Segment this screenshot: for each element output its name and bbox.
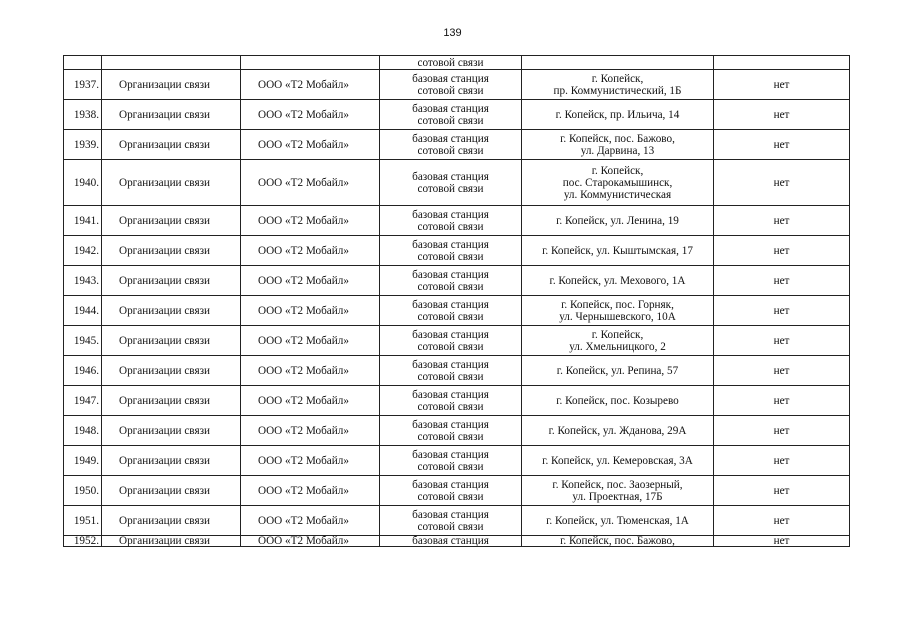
cell-value: нет xyxy=(714,506,850,536)
type-line: базовая станция xyxy=(412,298,489,311)
type-line: сотовой связи xyxy=(417,430,484,443)
cell-org: ООО «Т2 Мобайл» xyxy=(241,506,380,536)
type-line: сотовой связи xyxy=(417,182,484,195)
cell-org: ООО «Т2 Мобайл» xyxy=(241,476,380,506)
cell-category: Организации связи xyxy=(102,70,241,100)
cell-org: ООО «Т2 Мобайл» xyxy=(241,236,380,266)
cell-org: ООО «Т2 Мобайл» xyxy=(241,356,380,386)
cell-value: нет xyxy=(714,476,850,506)
cell-num: 1943. xyxy=(64,266,102,296)
cell-org: ООО «Т2 Мобайл» xyxy=(241,206,380,236)
address-line: ул. Чернышевского, 10А xyxy=(559,310,676,323)
address-line: г. Копейск, ул. Мехового, 1А xyxy=(549,274,686,287)
type-line: сотовой связи xyxy=(417,220,484,233)
type-line: базовая станция xyxy=(412,102,489,115)
table-row xyxy=(64,236,850,266)
type-line: базовая станция xyxy=(412,448,489,461)
address-line: г. Копейск, xyxy=(591,72,644,85)
type-line: базовая станция xyxy=(412,478,489,491)
cell-value: нет xyxy=(714,130,850,160)
cell-category: Организации связи xyxy=(102,130,241,160)
address-line: ул. Хмельницкого, 2 xyxy=(569,340,666,353)
address-line: г. Копейск, ул. Жданова, 29А xyxy=(548,424,687,437)
cell-org: ООО «Т2 Мобайл» xyxy=(241,446,380,476)
address-line: г. Копейск, пос. Горняк, xyxy=(561,298,674,311)
type-line: сотовой связи xyxy=(417,250,484,263)
cell-type: сотовой связи xyxy=(380,56,522,70)
cell-value: нет xyxy=(714,100,850,130)
cell-address xyxy=(522,56,714,70)
cell-num: 1947. xyxy=(64,386,102,416)
type-line: сотовой связи xyxy=(417,490,484,503)
cell-type xyxy=(380,506,522,536)
table-body xyxy=(64,56,850,547)
cell-type xyxy=(380,236,522,266)
address-line: г. Копейск, ул. Кыштымская, 17 xyxy=(542,244,693,257)
cell-num: 1944. xyxy=(64,296,102,326)
cell-org xyxy=(241,56,380,70)
cell-org: ООО «Т2 Мобайл» xyxy=(241,160,380,206)
address-line: г. Копейск, пос. Заозерный, xyxy=(552,478,683,491)
type-line: базовая станция xyxy=(412,418,489,431)
table-row xyxy=(64,100,850,130)
cell-address xyxy=(522,506,714,536)
table-row xyxy=(64,130,850,160)
cell-org: ООО «Т2 Мобайл» xyxy=(241,100,380,130)
type-line: сотовой связи xyxy=(417,84,484,97)
cell-type xyxy=(380,160,522,206)
address-line: г. Копейск, ул. Репина, 57 xyxy=(556,364,679,377)
type-line: сотовой связи xyxy=(417,520,484,533)
cell-type xyxy=(380,356,522,386)
type-line: базовая станция xyxy=(412,132,489,145)
cell-num: 1940. xyxy=(64,160,102,206)
address-line: г. Копейск, ул. Кемеровская, 3А xyxy=(542,454,693,467)
cell-type xyxy=(380,476,522,506)
table-row xyxy=(64,386,850,416)
cell-type xyxy=(380,266,522,296)
cell-num: 1941. xyxy=(64,206,102,236)
address-line: г. Копейск, пос. Бажово, xyxy=(560,535,675,547)
cell-type xyxy=(380,296,522,326)
address-line: ул. Проектная, 17Б xyxy=(572,490,663,503)
cell-num: 1948. xyxy=(64,416,102,446)
cell-address xyxy=(522,476,714,506)
cell-org: ООО «Т2 Мобайл» xyxy=(241,326,380,356)
cell-category: Организации связи xyxy=(102,296,241,326)
cell-type xyxy=(380,206,522,236)
table-row-continuation xyxy=(64,56,850,70)
table-row xyxy=(64,70,850,100)
address-line: ул. Дарвина, 13 xyxy=(580,144,655,157)
cell-category: Организации связи xyxy=(102,386,241,416)
cell-org: ООО «Т2 Мобайл» xyxy=(241,416,380,446)
type-line: базовая станция xyxy=(412,388,489,401)
cell-num: 1938. xyxy=(64,100,102,130)
cell-value: нет xyxy=(714,266,850,296)
address-line: г. Копейск, ул. Ленина, 19 xyxy=(556,214,679,227)
cell-category xyxy=(102,56,241,70)
cell-category: Организации связи xyxy=(102,506,241,536)
table-row xyxy=(64,506,850,536)
cell-address xyxy=(522,100,714,130)
cell-type xyxy=(380,70,522,100)
table-row xyxy=(64,266,850,296)
address-line: пос. Старокамышинск, xyxy=(562,176,673,189)
cell-value: нет xyxy=(714,160,850,206)
cell-category: Организации связи xyxy=(102,416,241,446)
cell-type xyxy=(380,100,522,130)
cell-address xyxy=(522,446,714,476)
cell-num: 1949. xyxy=(64,446,102,476)
cell-type xyxy=(380,386,522,416)
cell-address xyxy=(522,70,714,100)
type-line: сотовой связи xyxy=(417,114,484,127)
type-line: сотовой связи xyxy=(417,460,484,473)
type-line: базовая станция xyxy=(412,238,489,251)
address-line: г. Копейск, xyxy=(591,328,644,341)
type-line: базовая станция xyxy=(412,358,489,371)
registry-table xyxy=(63,55,850,547)
cell-category: Организации связи xyxy=(102,266,241,296)
cell-org: ООО «Т2 Мобайл» xyxy=(241,536,380,547)
table-row xyxy=(64,356,850,386)
cell-num: 1939. xyxy=(64,130,102,160)
cell-org: ООО «Т2 Мобайл» xyxy=(241,386,380,416)
cell-num: 1945. xyxy=(64,326,102,356)
cell-type xyxy=(380,130,522,160)
cell-type xyxy=(380,326,522,356)
cell-value: нет xyxy=(714,416,850,446)
cell-org: ООО «Т2 Мобайл» xyxy=(241,130,380,160)
cell-num: 1942. xyxy=(64,236,102,266)
cell-category: Организации связи xyxy=(102,236,241,266)
cell-address xyxy=(522,386,714,416)
cell-value xyxy=(714,56,850,70)
cell-num: 1951. xyxy=(64,506,102,536)
cell-address xyxy=(522,206,714,236)
cell-value: нет xyxy=(714,236,850,266)
cell-address xyxy=(522,326,714,356)
cell-address xyxy=(522,160,714,206)
cell-org: ООО «Т2 Мобайл» xyxy=(241,296,380,326)
address-line: г. Копейск, пос. Бажово, xyxy=(560,132,675,145)
type-line: сотовой связи xyxy=(417,280,484,293)
cell-value: нет xyxy=(714,206,850,236)
type-line: базовая станция xyxy=(412,328,489,341)
type-line: сотовой связи xyxy=(417,310,484,323)
address-line: г. Копейск, xyxy=(591,164,644,177)
cell-address xyxy=(522,536,714,547)
table-row xyxy=(64,326,850,356)
cell-value: нет xyxy=(714,386,850,416)
table-row xyxy=(64,536,850,547)
type-line: сотовой связи xyxy=(417,340,484,353)
cell-address xyxy=(522,266,714,296)
cell-address xyxy=(522,356,714,386)
cell-num: 1952. xyxy=(64,536,102,547)
address-line: пр. Коммунистический, 1Б xyxy=(553,84,682,97)
type-line: сотовой связи xyxy=(417,144,484,157)
cell-category: Организации связи xyxy=(102,100,241,130)
cell-address xyxy=(522,296,714,326)
table-row xyxy=(64,476,850,506)
cell-value: нет xyxy=(714,326,850,356)
table-row xyxy=(64,446,850,476)
cell-type xyxy=(380,416,522,446)
cell-category: Организации связи xyxy=(102,326,241,356)
address-line: ул. Коммунистическая xyxy=(563,188,672,201)
cell-address xyxy=(522,416,714,446)
address-line: г. Копейск, пос. Козырево xyxy=(556,394,679,407)
type-line: базовая станция xyxy=(412,508,489,521)
cell-category: Организации связи xyxy=(102,206,241,236)
cell-type xyxy=(380,446,522,476)
cell-value: нет xyxy=(714,536,850,547)
table-row xyxy=(64,160,850,206)
cell-num: 1937. xyxy=(64,70,102,100)
cell-org: ООО «Т2 Мобайл» xyxy=(241,70,380,100)
type-line: базовая станция xyxy=(412,72,489,85)
cell-num: 1946. xyxy=(64,356,102,386)
cell-category: Организации связи xyxy=(102,446,241,476)
cell-value: нет xyxy=(714,446,850,476)
cell-type xyxy=(380,536,522,547)
address-line: г. Копейск, ул. Тюменская, 1А xyxy=(546,514,689,527)
type-line: сотовой связи xyxy=(417,400,484,413)
page-number: 139 xyxy=(443,27,462,39)
cell-num: 1950. xyxy=(64,476,102,506)
cell-value: нет xyxy=(714,70,850,100)
cell-category: Организации связи xyxy=(102,536,241,547)
address-line: г. Копейск, пр. Ильича, 14 xyxy=(555,108,680,121)
cell-category: Организации связи xyxy=(102,356,241,386)
cell-num xyxy=(64,56,102,70)
type-line: базовая станция xyxy=(412,208,489,221)
cell-org: ООО «Т2 Мобайл» xyxy=(241,266,380,296)
type-line: базовая станция xyxy=(412,268,489,281)
cell-value: нет xyxy=(714,296,850,326)
cell-category: Организации связи xyxy=(102,476,241,506)
table-row xyxy=(64,296,850,326)
cell-category: Организации связи xyxy=(102,160,241,206)
table-row xyxy=(64,416,850,446)
type-line: базовая станция xyxy=(412,170,489,183)
type-line: сотовой связи xyxy=(417,370,484,383)
cell-address xyxy=(522,130,714,160)
table-row xyxy=(64,206,850,236)
type-line: базовая станция xyxy=(412,535,489,547)
cell-address xyxy=(522,236,714,266)
cell-value: нет xyxy=(714,356,850,386)
